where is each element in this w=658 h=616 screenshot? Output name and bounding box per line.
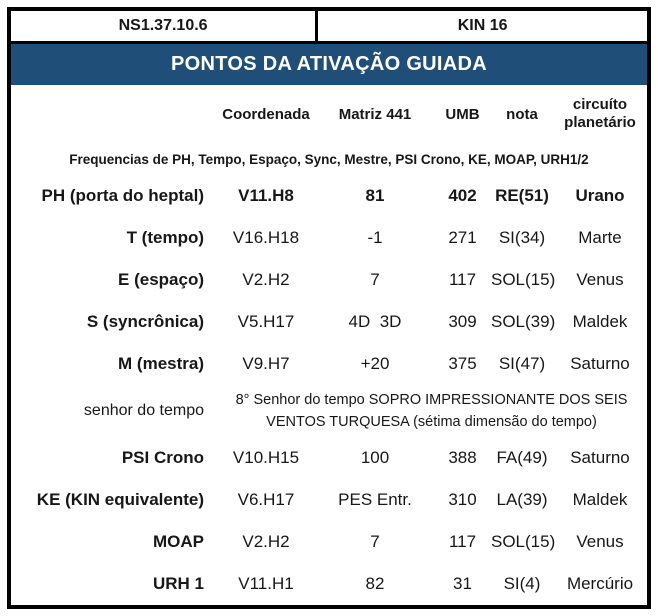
table-row-span xyxy=(11,385,647,437)
column-header-coordenada: Coordenada xyxy=(222,105,310,123)
table-row xyxy=(11,175,647,217)
row-label: T (tempo) xyxy=(126,228,204,247)
umb-cell: 271 xyxy=(448,228,477,247)
circuito-cell: Venus xyxy=(576,532,624,551)
nota-cell: SI(47) xyxy=(498,354,546,373)
nota-cell: FA(49) xyxy=(496,448,548,467)
matriz-cell: 4D 3D xyxy=(348,312,402,331)
table-row xyxy=(11,521,647,563)
table-row xyxy=(11,343,647,385)
circuito-cell: Maldek xyxy=(572,312,628,331)
circuito-cell: Maldek xyxy=(572,490,628,509)
row-label: M (mestra) xyxy=(118,354,204,373)
table-row xyxy=(11,259,647,301)
column-header-umb: UMB xyxy=(445,105,480,123)
column-header-nota: nota xyxy=(506,105,538,123)
column-header-circuito-planetario: circuíto planetário xyxy=(564,96,636,131)
row-label: URH 1 xyxy=(152,574,204,593)
row-span-text: 8° Senhor do tempo SOPRO IMPRESSIONANTE DOS SEIS VENTOS TURQUESA (sétima dimensão do tempo) xyxy=(235,391,628,430)
umb-cell: 117 xyxy=(448,532,477,551)
coordenada-cell: V11.H8 xyxy=(238,186,294,205)
page-title: PONTOS DA ATIVAÇÃO GUIADA xyxy=(170,53,488,75)
table-row xyxy=(11,301,647,343)
matriz-cell: 7 xyxy=(370,270,380,289)
coordenada-cell: V5.H17 xyxy=(237,312,295,331)
circuito-cell: Venus xyxy=(576,270,624,289)
umb-cell: 310 xyxy=(448,490,477,509)
row-label: E (espaço) xyxy=(118,270,204,289)
circuito-cell: Saturno xyxy=(570,354,630,373)
table-row xyxy=(11,563,647,605)
table-row xyxy=(11,217,647,259)
row-label: MOAP xyxy=(153,532,204,551)
row-label: S (syncrônica) xyxy=(86,312,204,331)
circuito-cell: Urano xyxy=(575,186,625,205)
umb-cell: 117 xyxy=(448,270,477,289)
nota-cell: LA(39) xyxy=(496,490,548,509)
coordenada-cell: V16.H18 xyxy=(232,228,300,247)
umb-cell: 309 xyxy=(448,312,477,331)
nota-cell: SOL(39) xyxy=(491,312,556,331)
matriz-cell: 7 xyxy=(370,532,380,551)
column-header-row xyxy=(11,85,647,143)
circuito-cell: Marte xyxy=(578,228,622,247)
matriz-cell: +20 xyxy=(360,354,390,373)
matriz-cell: 82 xyxy=(365,574,385,593)
coordenada-cell: V9.H7 xyxy=(242,354,290,373)
coordenada-cell: V11.H1 xyxy=(238,574,294,593)
umb-cell: 31 xyxy=(453,574,472,593)
matriz-cell: -1 xyxy=(367,228,383,247)
umb-cell: 375 xyxy=(448,354,477,373)
table-frame xyxy=(7,7,651,609)
footer-bar xyxy=(11,605,647,609)
nota-cell: RE(51) xyxy=(495,186,549,205)
matriz-cell: 100 xyxy=(360,448,390,467)
umb-cell: 402 xyxy=(448,186,477,205)
kin-cell: KIN 16 xyxy=(457,17,508,34)
circuito-cell: Mercúrio xyxy=(566,574,634,593)
nota-cell: SOL(15) xyxy=(491,270,556,289)
row-label: PSI Crono xyxy=(121,448,204,467)
matriz-cell: PES Entr. xyxy=(338,490,412,509)
coordenada-cell: V2.H2 xyxy=(242,532,290,551)
row-label: KE (KIN equivalente) xyxy=(36,490,204,509)
table-row xyxy=(11,437,647,479)
umb-cell: 388 xyxy=(448,448,477,467)
data-rows xyxy=(11,175,647,605)
frequencies-subtitle: Frequencias de PH, Tempo, Espaço, Sync, Mestre, PSI Crono, KE, MOAP, URH1/2 xyxy=(69,151,589,167)
ns-date-cell: NS1.37.10.6 xyxy=(11,11,318,41)
header-cells-row xyxy=(11,11,647,44)
coordenada-cell: V6.H17 xyxy=(237,490,295,509)
circuito-cell: Saturno xyxy=(570,448,630,467)
nota-cell: SI(4) xyxy=(503,574,541,593)
row-label: PH (porta do heptal) xyxy=(41,186,204,205)
nota-cell: SI(34) xyxy=(498,228,546,247)
matriz-cell: 81 xyxy=(365,186,385,205)
column-header-matriz: Matriz 441 xyxy=(338,105,412,123)
nota-cell: SOL(15) xyxy=(491,532,556,551)
coordenada-cell: V10.H15 xyxy=(232,448,300,467)
coordenada-cell: V2.H2 xyxy=(242,270,290,289)
title-bar xyxy=(11,44,647,85)
table-row xyxy=(11,479,647,521)
row-label: senhor do tempo xyxy=(83,402,204,419)
